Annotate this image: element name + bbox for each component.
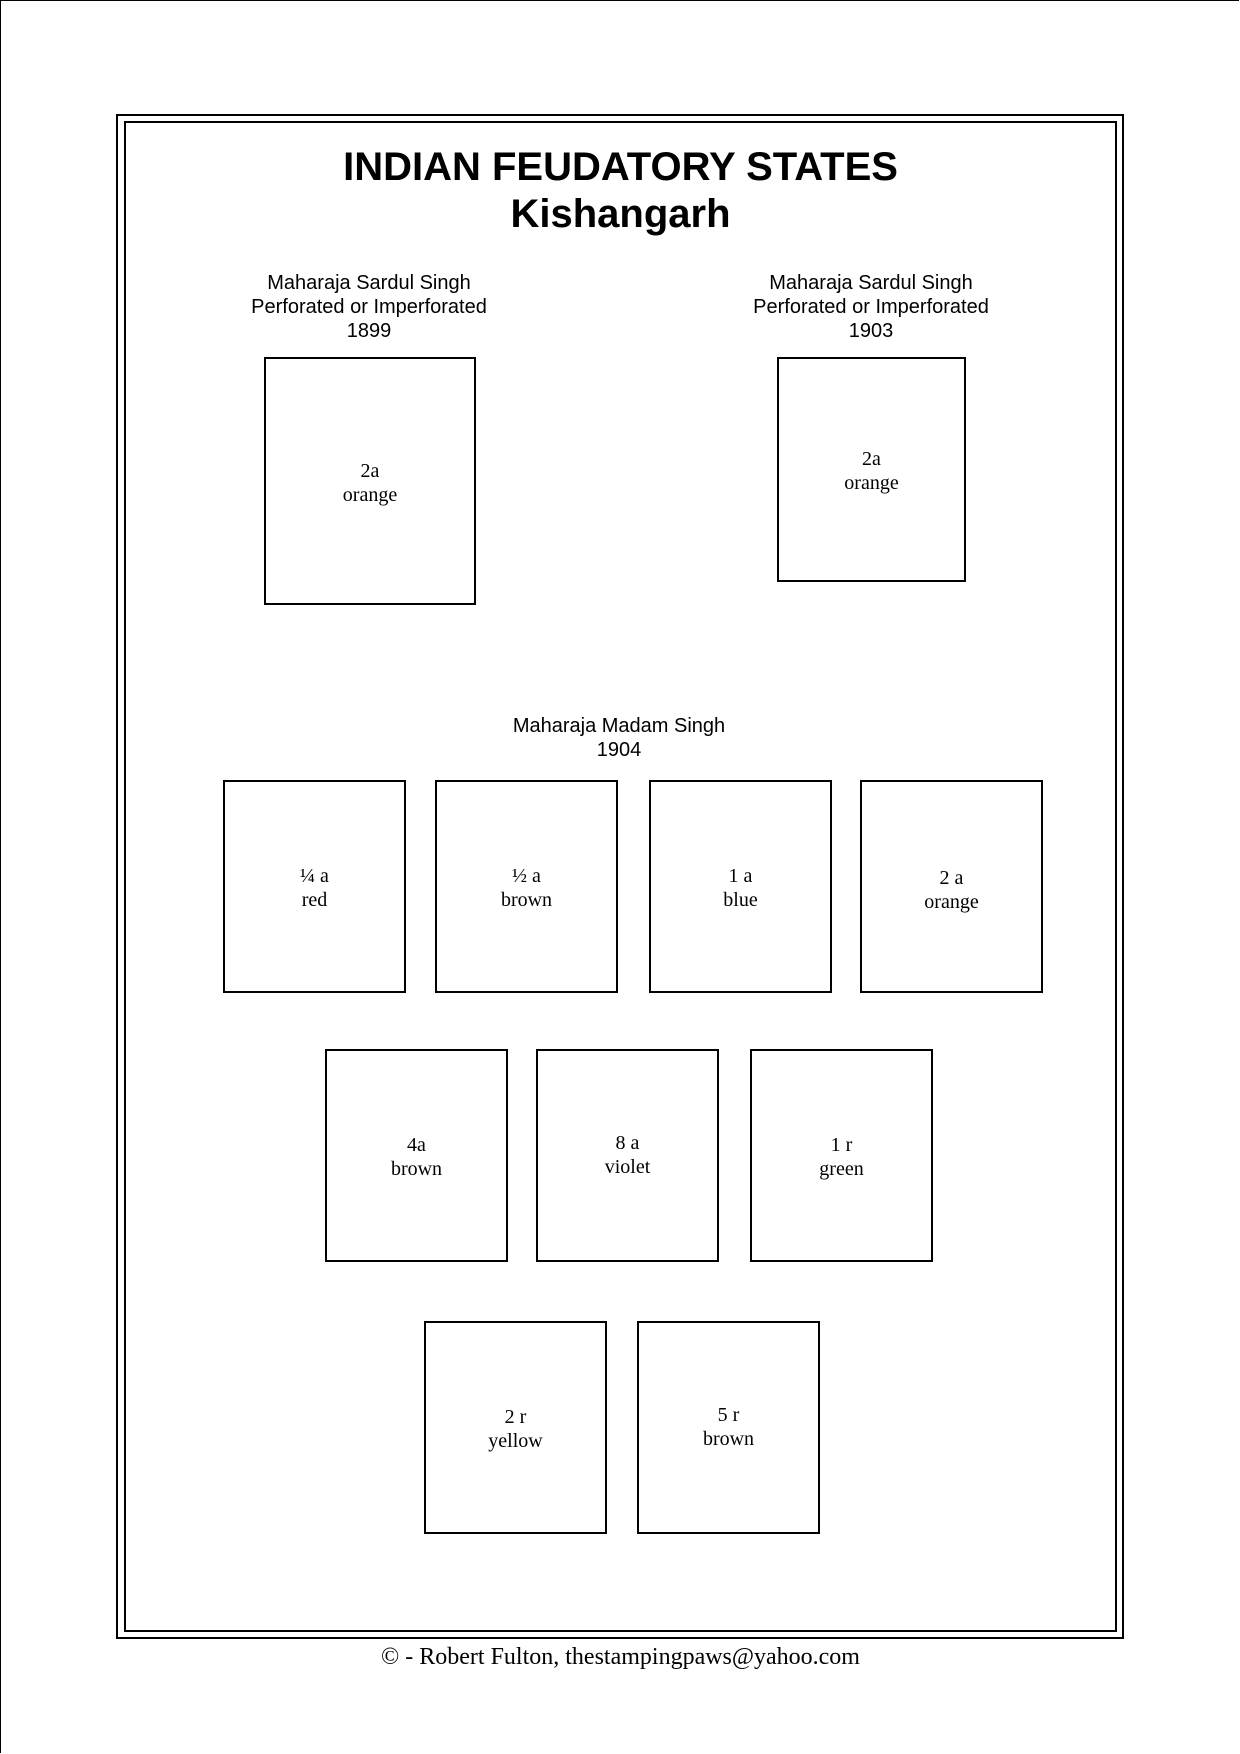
stamp-box [536, 1049, 719, 1262]
stamp-value: 2a [862, 448, 881, 470]
caption-line: 1903 [848, 320, 894, 342]
stamp-color: brown [702, 1428, 755, 1450]
caption-line: Perforated or Imperforated [753, 296, 989, 318]
stamp-color: brown [500, 889, 553, 911]
caption-line: Maharaja Sardul Singh [769, 272, 973, 294]
stamp-value: ½ a [512, 865, 541, 887]
stamp-box [637, 1321, 820, 1534]
stamp-box [264, 357, 476, 605]
stamp-box [649, 780, 832, 993]
stamp-box [777, 357, 966, 582]
stamp-color: blue [723, 889, 758, 911]
section-caption-1899 [219, 271, 519, 343]
stamp-color: orange [342, 484, 398, 506]
stamp-value: 2 r [504, 1406, 527, 1428]
footer-copyright: © - Robert Fulton, thestampingpaws@yahoo.com [381, 1644, 860, 1670]
stamp-value: 2 a [939, 867, 964, 889]
caption-line: 1904 [596, 739, 642, 761]
stamp-value: 2a [360, 460, 380, 482]
stamp-value: ¼ a [300, 865, 329, 887]
page-subtitle: Kishangarh [510, 192, 731, 236]
stamp-color: red [301, 889, 328, 911]
stamp-box [860, 780, 1043, 993]
stamp-value: 1 a [728, 865, 753, 887]
stamp-color: brown [390, 1158, 443, 1180]
section-caption-1904 [469, 714, 769, 762]
section-caption-1903 [721, 271, 1021, 343]
caption-line: Maharaja Sardul Singh [267, 272, 471, 294]
caption-line: Perforated or Imperforated [251, 296, 487, 318]
stamp-color: violet [604, 1156, 651, 1178]
stamp-value: 4a [407, 1134, 426, 1156]
caption-line: Maharaja Madam Singh [512, 715, 726, 737]
stamp-color: yellow [488, 1430, 543, 1452]
stamp-box [223, 780, 406, 993]
stamp-value: 8 a [615, 1132, 640, 1154]
stamp-box [325, 1049, 508, 1262]
stamp-box [750, 1049, 933, 1262]
caption-line: 1899 [346, 320, 392, 342]
stamp-value: 1 r [830, 1134, 853, 1156]
stamp-color: orange [844, 472, 899, 494]
stamp-value: 5 r [717, 1404, 740, 1426]
stamp-box [435, 780, 618, 993]
page-title: INDIAN FEUDATORY STATES [343, 145, 898, 189]
stamp-color: orange [924, 891, 979, 913]
stamp-box [424, 1321, 607, 1534]
stamp-color: green [819, 1158, 864, 1180]
